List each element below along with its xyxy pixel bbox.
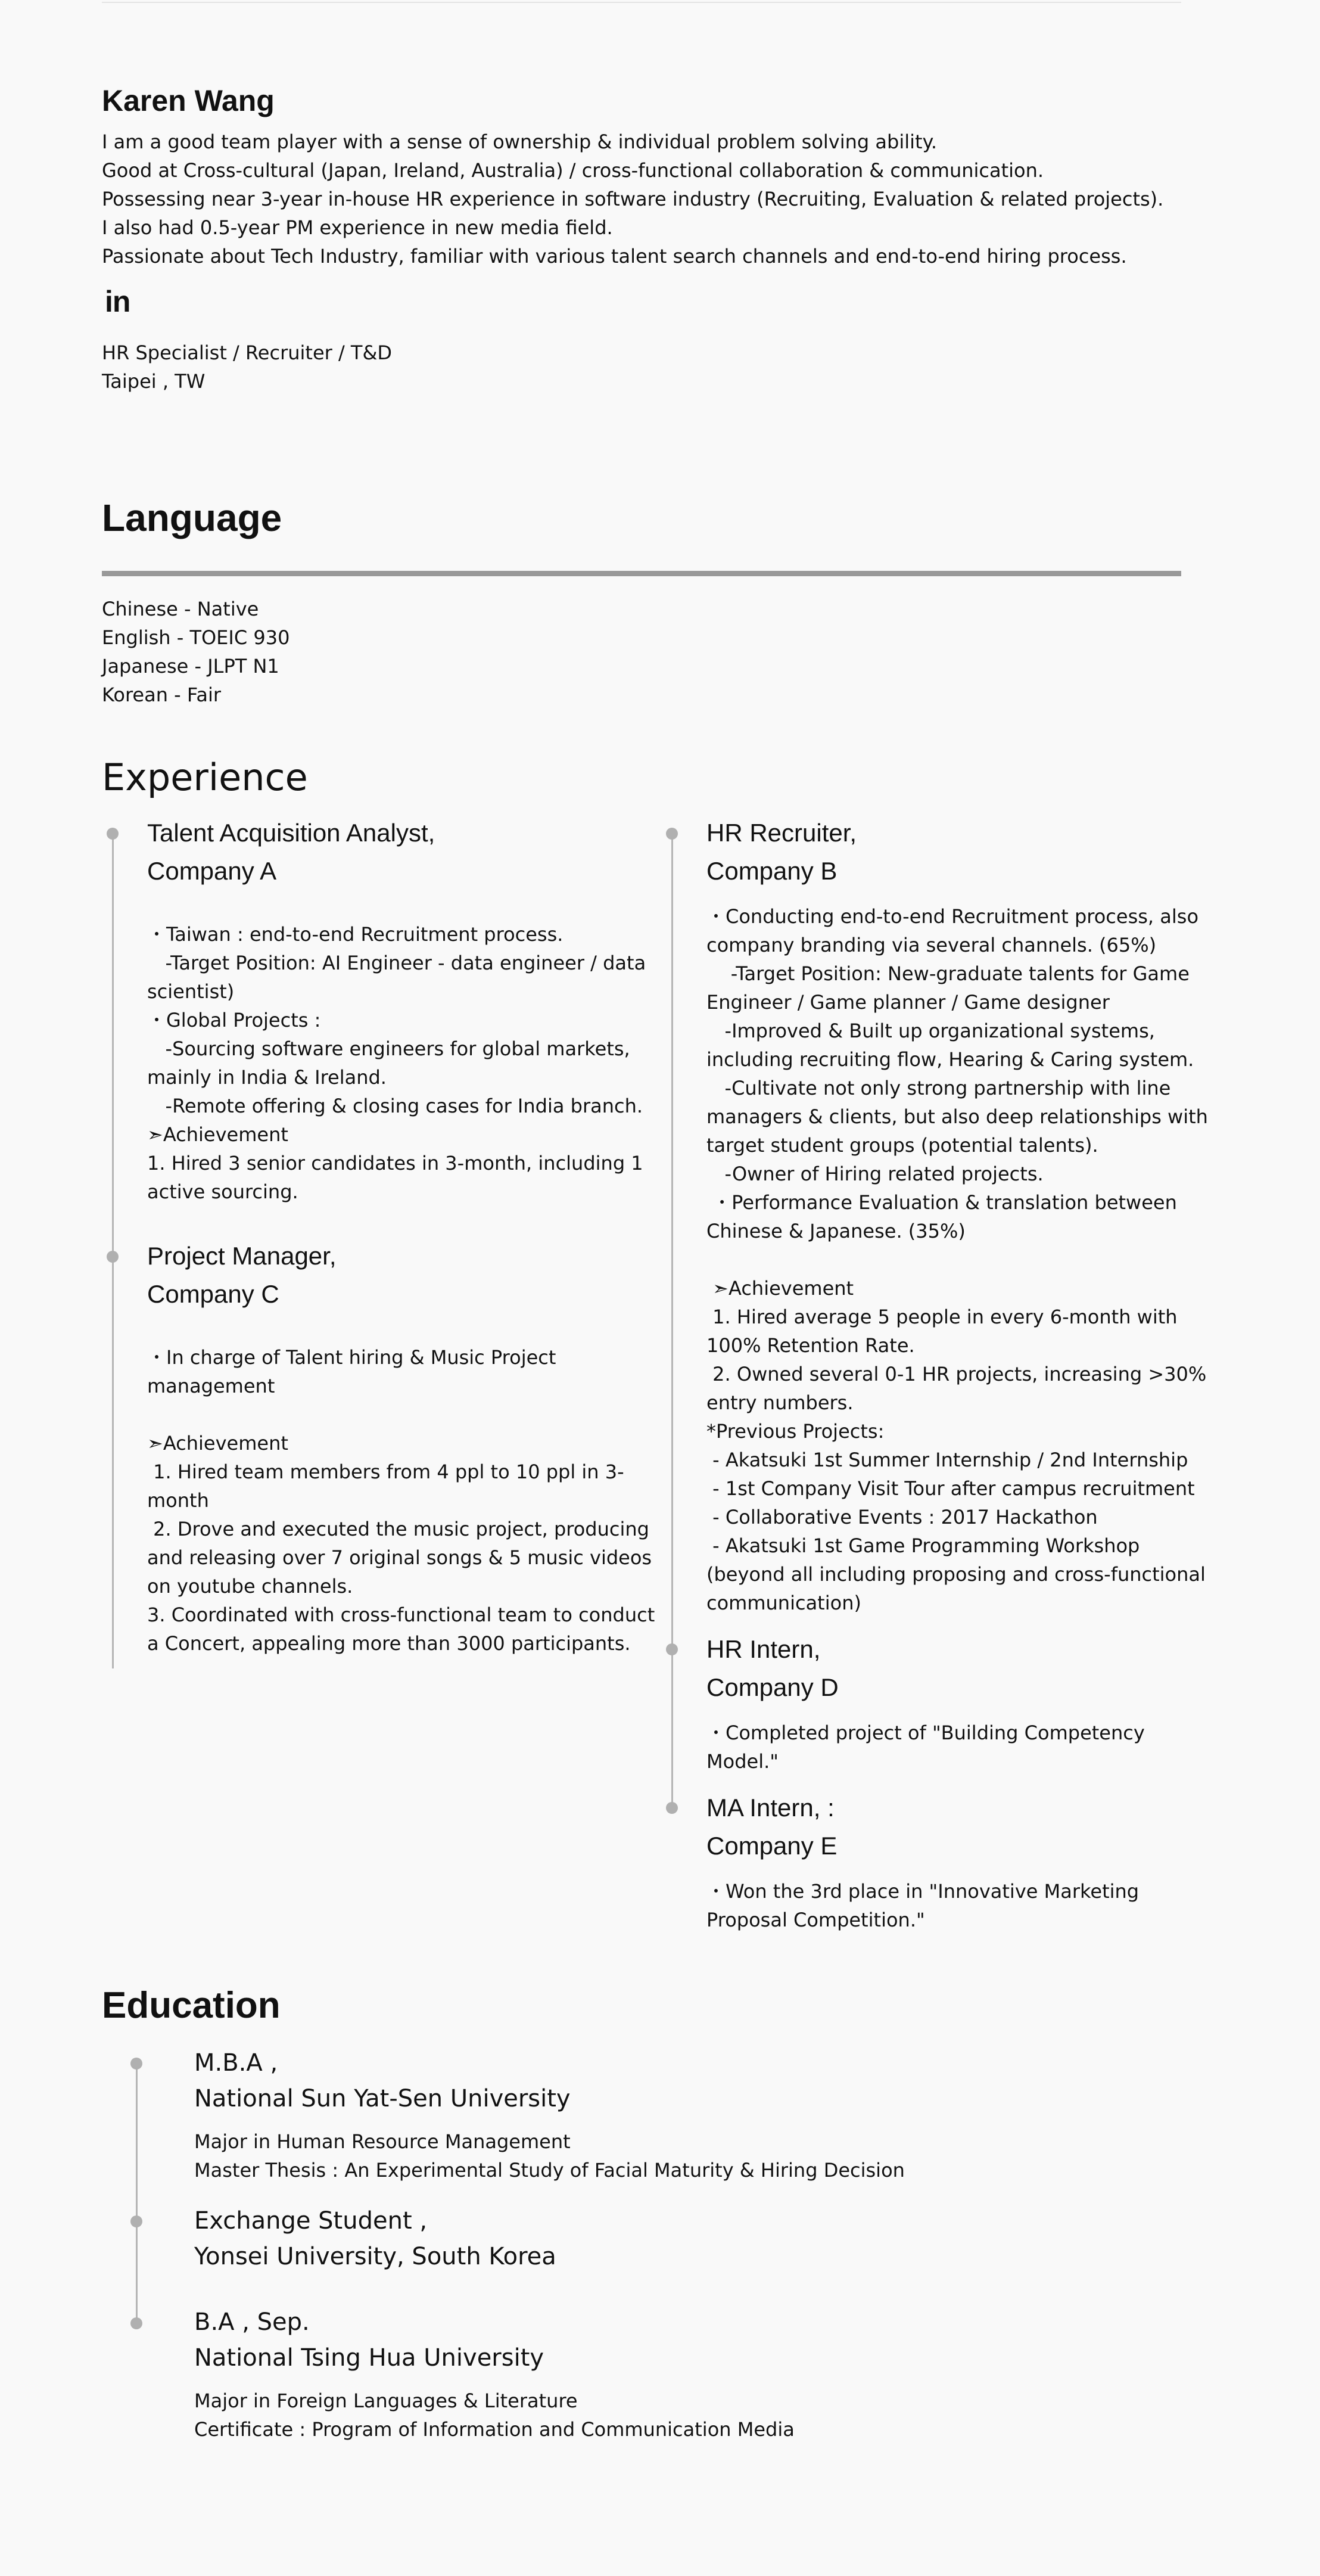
edu-school: National Sun Yat-Sen University bbox=[194, 2085, 571, 2112]
desc-line: including recruiting flow, Hearing & Caring system. bbox=[706, 1048, 1194, 1071]
desc-line: 2. Drove and executed the music project, producing bbox=[147, 1518, 649, 1540]
job-company: Company E bbox=[706, 1832, 838, 1860]
desc-line: - 1st Company Visit Tour after campus recruitment bbox=[706, 1477, 1195, 1500]
desc-line: 100% Retention Rate. bbox=[706, 1334, 915, 1357]
desc-line: scientist) bbox=[147, 980, 235, 1003]
education-item-nsysu bbox=[194, 2045, 1147, 2185]
desc-line: Major in Human Resource Management bbox=[194, 2130, 571, 2153]
profile-role: HR Specialist / Recruiter / T&D bbox=[102, 341, 393, 364]
job-title: HR Recruiter, bbox=[706, 819, 857, 847]
job-title: Talent Acquisition Analyst, bbox=[147, 819, 435, 847]
profile-bio bbox=[102, 128, 1163, 271]
bio-line: Possessing near 3-year in-house HR experience in software industry (Recruiting, Evaluation & related projects). bbox=[102, 188, 1164, 210]
education-item-nthu bbox=[194, 2304, 1147, 2444]
language-item: Korean - Fair bbox=[102, 683, 222, 706]
edu-description bbox=[194, 2387, 1147, 2444]
language-item: Chinese - Native bbox=[102, 598, 259, 620]
desc-line: on youtube channels. bbox=[147, 1575, 353, 1598]
desc-line: ・Conducting end-to-end Recruitment process, also bbox=[706, 905, 1199, 928]
desc-line: Certificate : Program of Information and Communication Media bbox=[194, 2418, 795, 2441]
job-company: Company D bbox=[706, 1673, 839, 1701]
job-description bbox=[706, 902, 1208, 1617]
desc-line: 1. Hired 3 senior candidates in 3-month, including 1 bbox=[147, 1152, 643, 1174]
language-item: Japanese - JLPT N1 bbox=[102, 655, 279, 678]
desc-line: - Akatsuki 1st Summer Internship / 2nd Internship bbox=[706, 1449, 1188, 1471]
desc-line: ➣Achievement bbox=[706, 1277, 854, 1300]
desc-line: a Concert, appealing more than 3000 participants. bbox=[147, 1632, 631, 1655]
bio-line: I am a good team player with a sense of ownership & individual problem solving ability. bbox=[102, 130, 938, 153]
desc-line: ・Taiwan : end-to-end Recruitment process. bbox=[147, 923, 564, 946]
job-description bbox=[706, 1719, 1181, 1776]
experience-right-timeline bbox=[671, 833, 673, 1809]
job-company: Company A bbox=[147, 857, 277, 885]
timeline-dot bbox=[107, 1251, 119, 1263]
desc-line: - Collaborative Events : 2017 Hackathon bbox=[706, 1506, 1098, 1528]
bio-line: Good at Cross-cultural (Japan, Ireland, Australia) / cross-functional collaboration & communication. bbox=[102, 159, 1044, 182]
experience-item-company-d bbox=[706, 1630, 1181, 1776]
desc-line: company branding via several channels. (65%) bbox=[706, 934, 1157, 956]
desc-line: active sourcing. bbox=[147, 1180, 298, 1203]
desc-line: Engineer / Game planner / Game designer bbox=[706, 991, 1110, 1014]
job-title: MA Intern, : bbox=[706, 1794, 835, 1822]
linkedin-icon[interactable]: in bbox=[105, 285, 130, 318]
desc-line: -Target Position: AI Engineer - data engineer / data bbox=[147, 952, 646, 974]
edu-degree: M.B.A , bbox=[194, 2049, 278, 2077]
timeline-dot bbox=[130, 2317, 142, 2329]
desc-line: - Akatsuki 1st Game Programming Workshop bbox=[706, 1534, 1140, 1557]
desc-line: and releasing over 7 original songs & 5 music videos bbox=[147, 1546, 652, 1569]
edu-school: Yonsei University, South Korea bbox=[194, 2243, 556, 2270]
desc-line: ・Completed project of "Building Competency bbox=[706, 1722, 1145, 1744]
bio-line: I also had 0.5-year PM experience in new media field. bbox=[102, 216, 613, 239]
desc-line: Major in Foreign Languages & Literature bbox=[194, 2389, 578, 2412]
desc-line: -Cultivate not only strong partnership with line bbox=[706, 1077, 1171, 1099]
education-item-yonsei bbox=[194, 2203, 1147, 2274]
desc-line: 2. Owned several 0-1 HR projects, increasing >30% bbox=[706, 1363, 1207, 1385]
desc-line: -Sourcing software engineers for global markets, bbox=[147, 1037, 630, 1060]
timeline-dot bbox=[666, 828, 678, 840]
desc-line bbox=[706, 1245, 1181, 1274]
job-title: HR Intern, bbox=[706, 1635, 821, 1663]
edu-description bbox=[194, 2127, 1147, 2185]
experience-item-company-c bbox=[147, 1237, 683, 1658]
language-list bbox=[102, 595, 289, 709]
language-heading: Language bbox=[102, 496, 282, 539]
desc-line: management bbox=[147, 1375, 275, 1397]
education-heading: Education bbox=[102, 1985, 281, 2026]
timeline-dot bbox=[666, 1802, 678, 1814]
job-description bbox=[706, 1877, 1181, 1934]
desc-line: ➣Achievement bbox=[147, 1123, 288, 1146]
profile-meta bbox=[102, 338, 392, 396]
desc-line: ・Won the 3rd place in "Innovative Marketing bbox=[706, 1880, 1140, 1903]
job-description bbox=[147, 920, 683, 1206]
profile-name: Karen Wang bbox=[102, 84, 275, 117]
desc-line: month bbox=[147, 1489, 209, 1512]
desc-line: ➣Achievement bbox=[147, 1432, 288, 1455]
job-description bbox=[147, 1343, 683, 1658]
desc-line: (beyond all including proposing and cross-functional bbox=[706, 1563, 1206, 1586]
timeline-dot bbox=[107, 828, 119, 840]
desc-line: -Remote offering & closing cases for India branch. bbox=[147, 1095, 643, 1117]
language-divider bbox=[102, 571, 1181, 576]
desc-line: -Improved & Built up organizational systems, bbox=[706, 1020, 1155, 1042]
job-company: Company C bbox=[147, 1280, 279, 1308]
experience-item-company-b bbox=[706, 814, 1208, 1617]
experience-item-company-e bbox=[706, 1789, 1181, 1934]
desc-line: -Owner of Hiring related projects. bbox=[706, 1163, 1044, 1185]
profile-location: Taipei , TW bbox=[102, 370, 206, 393]
desc-line: 1. Hired team members from 4 ppl to 10 ppl in 3- bbox=[147, 1461, 624, 1483]
desc-line: ・Global Projects : bbox=[147, 1009, 321, 1031]
desc-line: ・In charge of Talent hiring & Music Project bbox=[147, 1346, 556, 1369]
job-title: Project Manager, bbox=[147, 1242, 337, 1270]
desc-line: target student groups (potential talents). bbox=[706, 1134, 1098, 1157]
experience-heading: Experience bbox=[102, 756, 308, 799]
job-company: Company B bbox=[706, 857, 838, 885]
desc-line: communication) bbox=[706, 1592, 861, 1614]
top-divider bbox=[102, 2, 1181, 3]
desc-line: entry numbers. bbox=[706, 1391, 854, 1414]
desc-line: mainly in India & Ireland. bbox=[147, 1066, 387, 1089]
edu-degree: Exchange Student , bbox=[194, 2207, 428, 2235]
desc-line: Chinese & Japanese. (35%) bbox=[706, 1220, 966, 1242]
timeline-dot bbox=[666, 1643, 678, 1655]
desc-line: -Target Position: New-graduate talents for Game bbox=[706, 962, 1190, 985]
desc-line: 3. Coordinated with cross-functional team to conduct bbox=[147, 1604, 655, 1626]
desc-line: Proposal Competition." bbox=[706, 1909, 925, 1931]
timeline-dot bbox=[130, 2058, 142, 2069]
desc-line: *Previous Projects: bbox=[706, 1420, 885, 1443]
education-timeline bbox=[136, 2063, 138, 2326]
edu-degree: B.A , Sep. bbox=[194, 2308, 310, 2336]
desc-line: Master Thesis : An Experimental Study of Facial Maturity & Hiring Decision bbox=[194, 2159, 905, 2182]
bio-line: Passionate about Tech Industry, familiar with various talent search channels and end-to-end hiring process. bbox=[102, 245, 1127, 268]
edu-school: National Tsing Hua University bbox=[194, 2344, 544, 2372]
experience-item-company-a bbox=[147, 814, 683, 1206]
desc-line bbox=[147, 1400, 683, 1429]
timeline-dot bbox=[130, 2215, 142, 2227]
desc-line: Model." bbox=[706, 1750, 779, 1773]
language-item: English - TOEIC 930 bbox=[102, 626, 290, 649]
desc-line: 1. Hired average 5 people in every 6-month with bbox=[706, 1306, 1178, 1328]
desc-line: ・Performance Evaluation & translation between bbox=[706, 1191, 1177, 1214]
desc-line: managers & clients, but also deep relationships with bbox=[706, 1105, 1208, 1128]
